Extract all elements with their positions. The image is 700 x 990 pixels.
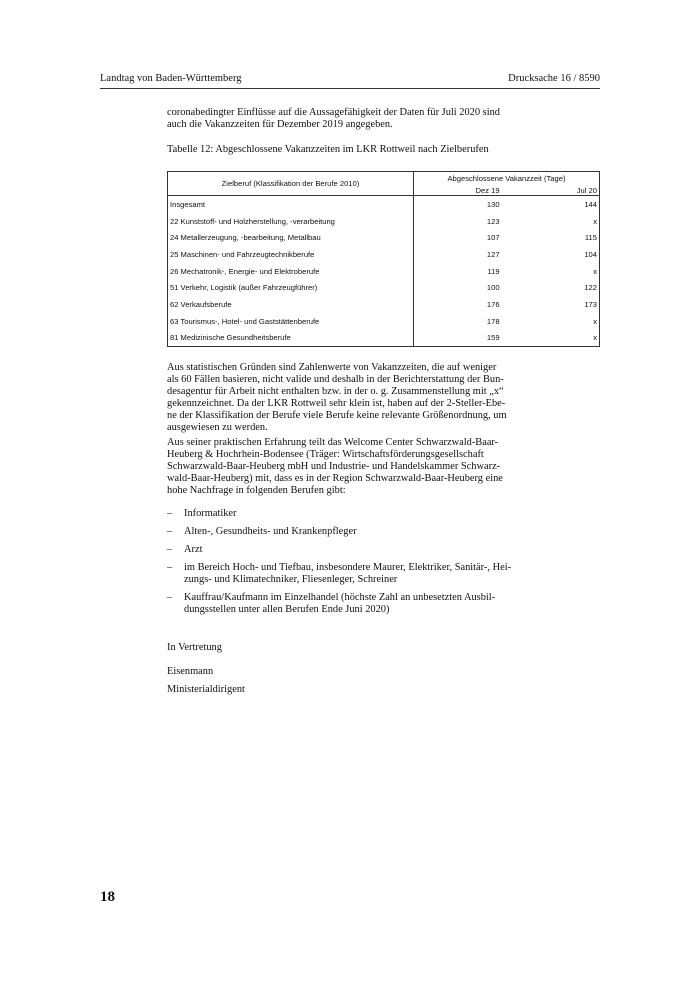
table-cell-dez: 159 (413, 330, 511, 347)
table-cell-jul: 115 (512, 229, 600, 246)
page-header (100, 73, 600, 89)
table-cell-dez: 107 (413, 229, 511, 246)
table-cell-jul: x (512, 213, 600, 230)
paragraph-line: wald-Baar-Heuberg) mit, dass es in der Region Schwarzwald-Baar-Heuberg eine (167, 473, 503, 484)
paragraph-line: gekennzeichnet. Da der LKR Rottweil sehr klein ist, haben auf der 2-Steller-Ebe- (167, 398, 506, 409)
table-cell-label: 51 Verkehr, Logistik (außer Fahrzeugführer) (168, 279, 414, 296)
list-item (167, 592, 534, 616)
table-cell-jul: x (512, 263, 600, 280)
intro-line: auch die Vakanzzeiten für Dezember 2019 angegeben. (167, 119, 393, 130)
table-cell-jul: x (512, 330, 600, 347)
table-column-header-dez: Dez 19 (413, 185, 511, 196)
table-cell-jul: 122 (512, 279, 600, 296)
table-cell-label: 81 Medizinische Gesundheitsberufe (168, 330, 414, 347)
closing-phrase: In Vertretung (167, 642, 222, 653)
table-row (168, 263, 600, 280)
table-cell-dez: 178 (413, 313, 511, 330)
statistics-paragraph (167, 362, 534, 434)
list-item-text: Alten-, Gesundheits- und Krankenpfleger (184, 526, 357, 537)
paragraph-line: ne der Klassifikation der Berufe viele Berufe keine relevante Größenordnung, um (167, 410, 507, 421)
list-item (167, 526, 534, 538)
table-row (168, 246, 600, 263)
table-column-header-jul: Jul 20 (512, 185, 600, 196)
table-row (168, 330, 600, 347)
intro-line: coronabedingter Einflüsse auf die Aussagefähigkeit der Daten für Juli 2020 sind (167, 107, 500, 118)
paragraph-line: Schwarzwald-Baar-Heuberg mbH und Industrie- und Handelskammer Schwarz- (167, 461, 501, 472)
list-item (167, 544, 534, 556)
paragraph-line: Aus seiner praktischen Erfahrung teilt das Welcome Center Schwarzwald-Baar- (167, 437, 499, 448)
table-cell-dez: 176 (413, 296, 511, 313)
table-cell-jul: x (512, 313, 600, 330)
paragraph-line: Heuberg & Hochrhein-Bodensee (Träger: Wirtschaftsförderungsgesellschaft (167, 449, 484, 460)
paragraph-line: als 60 Fällen basieren, nicht valide und deshalb in der Berichterstattung der Bun- (167, 374, 504, 385)
table-cell-jul: 104 (512, 246, 600, 263)
list-item (167, 562, 534, 586)
header-document-number: Drucksache 16 / 8590 (508, 73, 600, 84)
table-column-header-occupation: Zielberuf (Klassifikation der Berufe 2010) (168, 172, 414, 196)
table-row (168, 213, 600, 230)
table-cell-label: 63 Tourismus-, Hotel- und Gaststättenberufe (168, 313, 414, 330)
table-cell-dez: 119 (413, 263, 511, 280)
dash-bullet: – (167, 526, 173, 537)
table-row (168, 279, 600, 296)
paragraph-line: Aus statistischen Gründen sind Zahlenwerte von Vakanzzeiten, die auf weniger (167, 362, 497, 373)
table-row (168, 313, 600, 330)
paragraph-line: ausgewiesen zu werden. (167, 422, 268, 433)
table-cell-label: 25 Maschinen- und Fahrzeugtechnikberufe (168, 246, 414, 263)
list-item (167, 508, 534, 520)
paragraph-line: hohe Nachfrage in folgenden Berufen gibt: (167, 485, 346, 496)
list-item-text: im Bereich Hoch- und Tiefbau, insbesondere Maurer, Elektriker, Sanitär-, Hei- (184, 562, 512, 573)
header-parliament: Landtag von Baden-Württemberg (100, 73, 242, 84)
header-divider (100, 88, 600, 89)
page-number: 18 (100, 889, 115, 905)
signatory-title: Ministerialdirigent (167, 684, 245, 695)
list-item-text: Arzt (184, 544, 203, 555)
table-cell-label: 62 Verkaufsberufe (168, 296, 414, 313)
list-item-text: dungsstellen unter allen Berufen Ende Juni 2020) (184, 604, 390, 615)
table-row (168, 229, 600, 246)
dash-bullet: – (167, 508, 173, 519)
table-row (168, 296, 600, 313)
intro-paragraph (167, 107, 534, 131)
welcome-center-paragraph (167, 437, 534, 497)
table-cell-label: 26 Mechatronik-, Energie- und Elektroberufe (168, 263, 414, 280)
list-item-text: Kauffrau/Kaufmann im Einzelhandel (höchste Zahl an unbesetzten Ausbil- (184, 592, 496, 603)
table-row (168, 196, 600, 213)
dash-bullet: – (167, 562, 173, 573)
dash-bullet: – (167, 544, 173, 555)
signatory-name: Eisenmann (167, 666, 214, 677)
table-cell-label: 24 Metallerzeugung, -bearbeitung, Metallbau (168, 229, 414, 246)
table-group-header: Abgeschlossene Vakanzzeit (Tage) (413, 172, 599, 186)
list-item-text: Informatiker (184, 508, 237, 519)
table-cell-label: 22 Kunststoff- und Holzherstellung, -verarbeitung (168, 213, 414, 230)
table-cell-dez: 130 (413, 196, 511, 213)
table-cell-jul: 173 (512, 296, 600, 313)
table-cell-dez: 127 (413, 246, 511, 263)
list-item-text: zungs- und Klimatechniker, Fliesenleger, Schreiner (184, 574, 398, 585)
table-cell-dez: 123 (413, 213, 511, 230)
table-cell-dez: 100 (413, 279, 511, 296)
table-cell-jul: 144 (512, 196, 600, 213)
table-caption: Tabelle 12: Abgeschlossene Vakanzzeiten im LKR Rottweil nach Zielberufen (167, 144, 489, 155)
dash-bullet: – (167, 592, 173, 603)
vacancy-table (167, 171, 600, 347)
table-cell-label: Insgesamt (168, 196, 414, 213)
paragraph-line: desagentur für Arbeit nicht enthalten bzw. in der o. g. Zusammenstellung mit „x“ (167, 386, 504, 397)
occupation-list (167, 508, 534, 622)
